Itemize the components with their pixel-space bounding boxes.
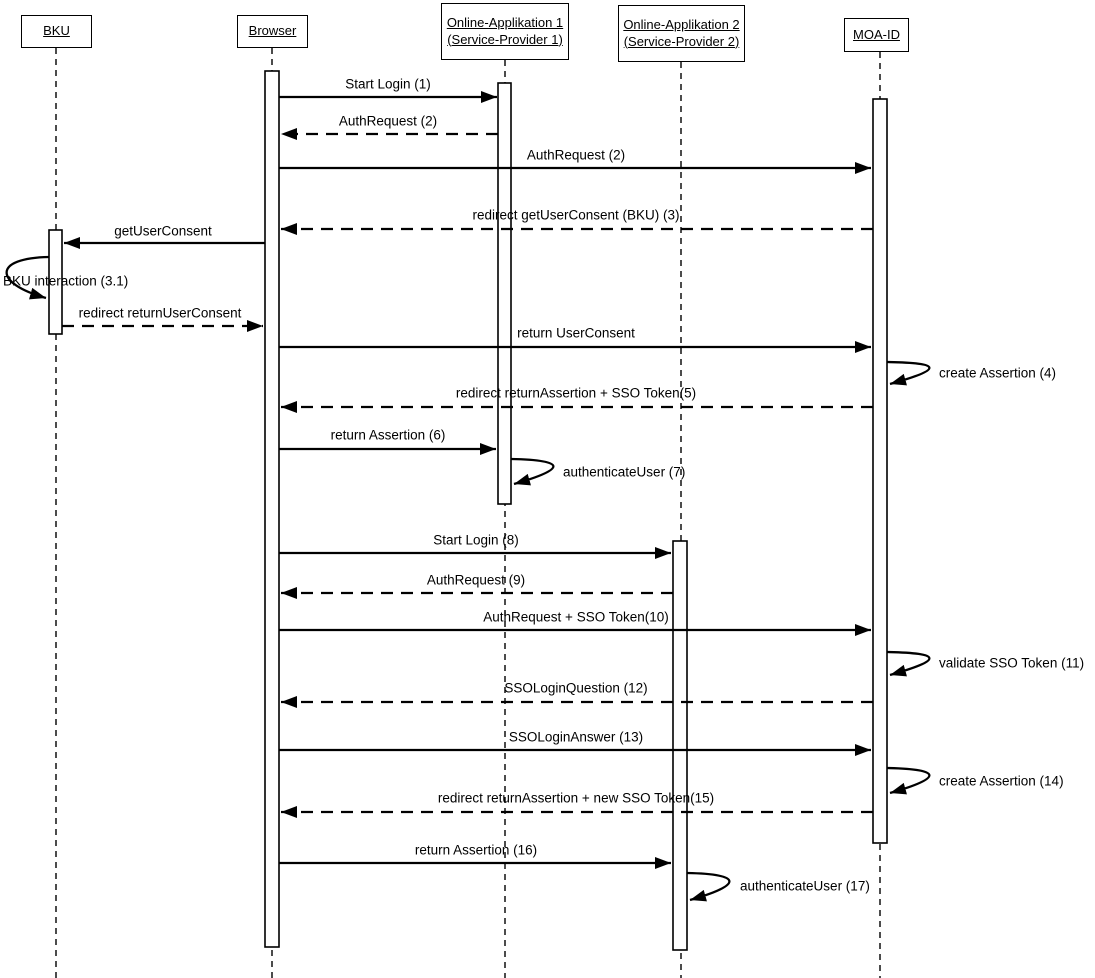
message-label: AuthRequest (9) [426,572,526,588]
actor-box-browser [237,15,308,48]
actor-box-oa1 [441,3,569,60]
message-label: Start Login (8) [433,532,519,548]
message-label: redirect returnAssertion + new SSO Token(15) [437,790,715,806]
actor-label: Online-Applikation 2 [623,16,740,32]
message-label: redirect returnUserConsent [78,305,242,321]
message-label: redirect returnAssertion + SSO Token(5) [455,385,697,401]
message-label: return Assertion (6) [330,427,446,443]
self-message-arrow-oa2 [687,873,729,900]
message-label: AuthRequest (2) [338,113,438,129]
self-message-label: authenticateUser (7) [563,464,686,480]
self-message-label: create Assertion (14) [939,773,1064,789]
activation-bar-oa2 [673,541,687,950]
message-label: SSOLoginQuestion (12) [504,680,648,696]
message-label: redirect getUserConsent (BKU) (3) [472,207,680,223]
message-label: getUserConsent [114,223,212,239]
self-message-arrow-moaid [887,362,929,384]
activation-bar-oa1 [498,83,511,504]
activation-bar-moaid [873,99,887,843]
actor-box-bku [21,15,92,48]
self-message-arrow-moaid [887,652,929,675]
self-message-label: BKU interaction (3.1) [3,273,129,289]
actor-box-moaid [844,18,909,52]
message-label: return Assertion (16) [414,842,538,858]
actor-box-oa2 [618,5,745,62]
message-label: return UserConsent [517,325,635,341]
actor-label: Online-Applikation 1 [446,14,564,30]
actor-label: Browser [248,23,297,39]
message-label: AuthRequest + SSO Token(10) [483,609,669,625]
message-label: AuthRequest (2) [526,147,626,163]
actor-label: MOA-ID [853,26,900,42]
actor-sublabel: (Service-Provider 1) [447,31,563,47]
activation-bar-browser [265,71,279,947]
self-message-arrow-oa1 [511,459,553,484]
message-label: Start Login (1) [345,76,431,92]
actor-label: BKU [43,23,70,39]
self-message-arrow-moaid [887,768,929,793]
self-message-label: authenticateUser (17) [740,878,870,894]
actor-sublabel: (Service-Provider 2) [623,33,740,49]
self-message-label: create Assertion (4) [939,365,1057,381]
message-label: SSOLoginAnswer (13) [508,729,644,745]
self-message-label: validate SSO Token (11) [939,655,1085,671]
